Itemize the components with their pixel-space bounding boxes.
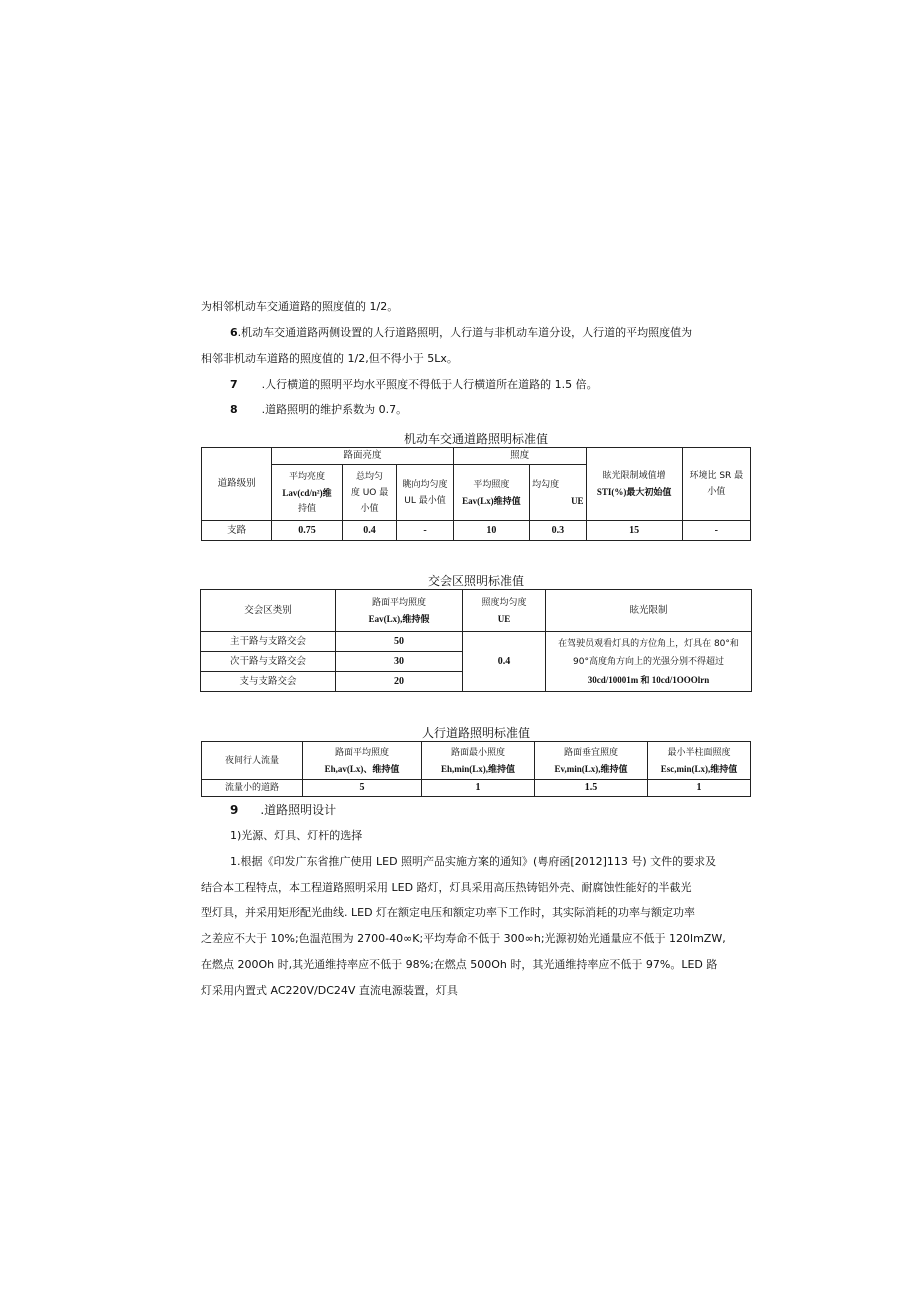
- table1-cell: 支路: [202, 521, 272, 541]
- table1-header-ul: 眺向均匀度 UL 最小值: [397, 465, 453, 521]
- table2-cell-type: 支与支路交会: [201, 672, 336, 692]
- item-text: .人行横道的照明平均水平照度不得低于人行横道所在道路的 1.5 倍。: [261, 378, 598, 391]
- table3-header-ehav: 路面平均照度 Eh,av(Lx)、维持值: [303, 742, 422, 780]
- table2: [200, 589, 752, 692]
- item-number: 7: [230, 378, 238, 391]
- section9-subheading: 1)光源、灯具、灯杆的选择: [230, 829, 363, 842]
- item-text: .道路照明的维护系数为 0.7。: [261, 403, 408, 416]
- table2-cell-eav: 50: [336, 632, 463, 652]
- table1-cell: 10: [453, 521, 529, 541]
- item-8: [230, 403, 407, 417]
- table3-cell: 5: [303, 780, 422, 797]
- table2-cell-glare: 在驾驶员观看灯具的方位角上，灯具在 80°和 90°高度角方向上的光强分别不得超过 30cd/10001m 和 10cd/1OOOlrn: [546, 632, 752, 692]
- table2-header-glare: 眩光限制: [546, 590, 752, 632]
- table1-cell: 0.75: [272, 521, 343, 541]
- table1-header-sti: 眩光限制域值增 STI(%)最大初始值: [586, 448, 682, 521]
- body-line: 结合本工程特点，本工程道路照明采用 LED 路灯，灯具采用高压热铸铝外壳、耐腐蚀性能好的半截光: [201, 881, 692, 894]
- body-line: 1.根据《印发广东省推广使用 LED 照明产品实施方案的通知》(粤府函[2012]113 号) 文件的要求及: [230, 855, 717, 868]
- table1-header-uo: 总均匀 度 UO 最 小值: [342, 465, 396, 521]
- table3-header-flow: 夜间行人流量: [202, 742, 303, 780]
- table1-header-level: 道路级别: [202, 448, 272, 521]
- table3-cell: 1: [422, 780, 535, 797]
- paragraph-continuation: 为相邻机动车交通道路的照度值的 1/2。: [201, 300, 399, 313]
- item-6-continuation: 相邻非机动车道路的照度值的 1/2,但不得小于 5Lx。: [201, 352, 458, 365]
- table3-cell: 流量小的道路: [202, 780, 303, 797]
- item-number: 8: [230, 403, 238, 416]
- table1-header-illuminance: 照度: [453, 448, 586, 465]
- table2-header-eav: 路面平均照度 Eav(Lx),维持假: [336, 590, 463, 632]
- table1: [201, 447, 751, 541]
- table2-title: 交会区照明标准值: [427, 574, 524, 588]
- table3-title: 人行道路照明标准值: [421, 726, 530, 740]
- table1-cell: 0.3: [530, 521, 586, 541]
- body-line: 灯采用内置式 AC220V/DC24V 直流电源装置，灯具: [201, 984, 458, 997]
- item-text: .机动车交通道路两侧设置的人行道路照明，人行道与非机动车道分设，人行道的平均照度值为: [237, 326, 693, 339]
- table2-header-ue: 照度均匀度 UE: [463, 590, 546, 632]
- table3-header-evmin: 路面垂宜照度 Ev,min(Lx),维持值: [535, 742, 648, 780]
- table1-cell: -: [682, 521, 750, 541]
- table3-cell: 1: [648, 780, 751, 797]
- item-7: [230, 378, 598, 392]
- table1-cell: -: [397, 521, 453, 541]
- section-title: .道路照明设计: [260, 803, 337, 817]
- table1-title: 机动车交通道路照明标准值: [403, 432, 548, 446]
- body-line: 在燃点 200Oh 时,其光通维持率应不低于 98%;在燃点 500Oh 时，其光通维持率应不低于 97%。LED 路: [201, 958, 718, 971]
- table2-header-type: 交会区类别: [201, 590, 336, 632]
- item-6: [230, 326, 692, 340]
- table3-cell: 1.5: [535, 780, 648, 797]
- table2-cell-type: 主干路与支路交会: [201, 632, 336, 652]
- table2-cell-ue: 0.4: [463, 632, 546, 692]
- table1-header-sr: 环境比 SR 最 小值: [682, 448, 750, 521]
- table1-header-ue: 均勾度 UE: [530, 465, 586, 521]
- table2-cell-type: 次干路与支路交会: [201, 652, 336, 672]
- table1-cell: 0.4: [342, 521, 396, 541]
- table2-cell-eav: 20: [336, 672, 463, 692]
- table3-header-esc: 最小半柱面照度 Esc,min(Lx),维持值: [648, 742, 751, 780]
- body-line: 型灯具，并采用矩形配光曲线. LED 灯在额定电压和额定功率下工作时，其实际消耗的功率与额定功率: [201, 906, 696, 919]
- table1-cell: 15: [586, 521, 682, 541]
- table1-header-eav: 平均照度 Eav(Lx)维持值: [453, 465, 529, 521]
- item-number: 6: [230, 326, 238, 339]
- section9-heading: [230, 803, 336, 817]
- table1-header-luminance: 路面亮度: [272, 448, 454, 465]
- table3-header-ehmin: 路面最小照度 Eh,min(Lx),维持值: [422, 742, 535, 780]
- table3: [201, 741, 751, 797]
- section-number: 9: [230, 803, 239, 817]
- table2-cell-eav: 30: [336, 652, 463, 672]
- table1-header-lav: 平均亮度 Lav(cd/n²)维 持值: [272, 465, 343, 521]
- body-line: 之差应不大于 10%;色温范围为 2700-40∞K;平均寿命不低于 300∞h;光源初始光通量应不低于 120lmZW,: [201, 932, 726, 945]
